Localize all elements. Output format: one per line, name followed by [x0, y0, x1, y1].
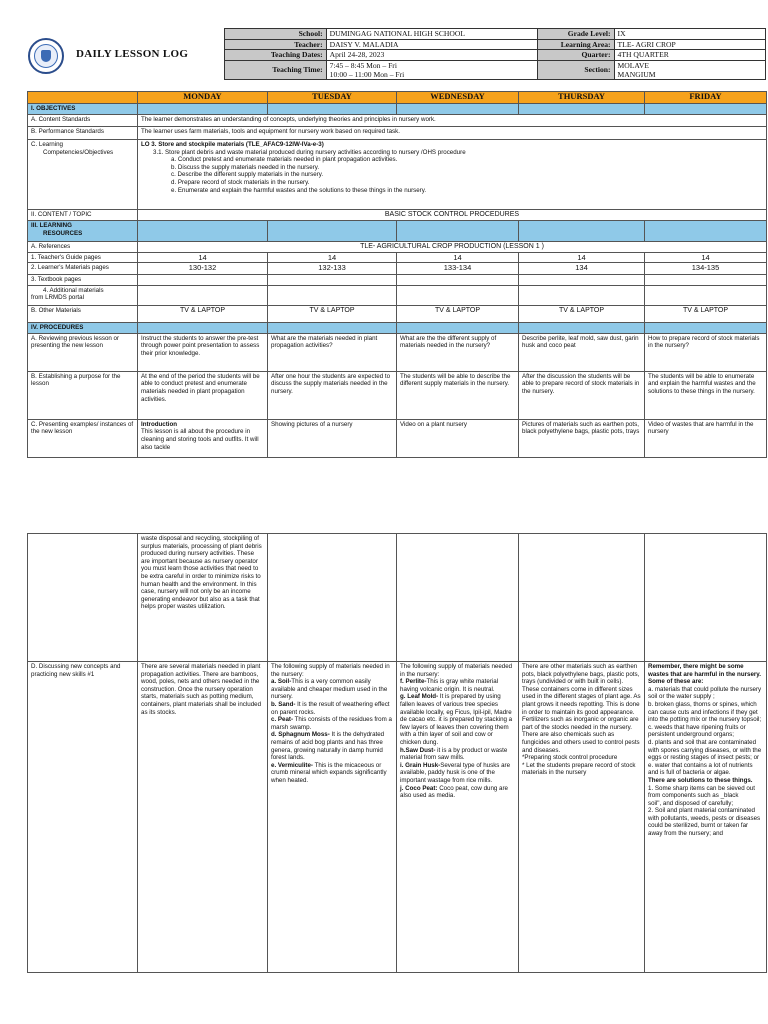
procedure-a-friday: How to prepare record of stock materials in the nursery? — [645, 333, 767, 371]
procedure-c-monday-continued: waste disposal and recycling, stockpiling of surplus materials, processing of plant debris produced during nursery activities. These are important because as nursery operator you must learn those activities that need to be extra careful in order to minimize risks to human health and the environment. In this case, nursery will not only be an income generating endeavor but also as a task that helps proper wastes utilization. — [138, 534, 268, 662]
procedure-c-thursday: Pictures of materials such as earthen pots, black polyethylene bags, plastic pots, trays — [519, 419, 645, 457]
procedure-c-tuesday: Showing pictures of a nursery — [268, 419, 397, 457]
day-friday: FRIDAY — [645, 92, 767, 104]
content-topic-label: II. CONTENT / TOPIC — [28, 210, 138, 221]
procedure-d-label: D. Discussing new concepts and practicing new skills #1 — [28, 662, 138, 973]
tg-thursday: 14 — [519, 252, 645, 263]
header — [24, 28, 766, 82]
procedure-b-thursday: After the discussion the students will be able to prepare record of stock materials in the nursery. — [519, 371, 645, 419]
competencies-text: LO 3. Store and stockpile materials (TLE_AFAC9-12IW-IVa-e-3) 3.1. Store plant debris and waste material produced during nursery activities according to nursery /OHS procedure a. Conduct pretest and enumerate materials needed in plant propagation activities. b. Discuss the supply materials needed in the nursery. c. Describe the different supply materials in the nursery. d. Prepare record of stock materials in the nursery. e. Enumerate and explain the harmful wastes and the solutions to these things in the nursery. — [138, 140, 767, 210]
page-gap — [0, 478, 768, 530]
deped-seal-logo — [28, 38, 64, 74]
page-1 — [0, 0, 768, 478]
other-materials-label: B. Other Materials — [28, 305, 138, 322]
references-value: TLE- AGRICULTURAL CROP PRODUCTION (LESSON 1 ) — [138, 242, 767, 253]
procedure-d-monday: There are several materials needed in plant propagation activities. There are bamboos, wood, poles, nets and others needed in the construction. Once the nursery operation starts, materials such as potting medium, containers, plant materials shall be included as its stocks. — [138, 662, 268, 973]
procedure-c-monday: Introduction This lesson is all about the procedure in cleaning and storing tools and outfits. It will also tackle — [138, 419, 268, 457]
page-2 — [0, 530, 768, 1024]
procedure-c-wednesday: Video on a plant nursery — [397, 419, 519, 457]
time-value: 7:45 – 8:45 Mon – Fri 10:00 – 11:00 Mon – Fri — [326, 60, 537, 79]
area-label: Learning Area: — [537, 39, 614, 50]
additional-materials-label: 4. Additional materials from LRMDS portal — [28, 285, 138, 305]
procedure-a-monday: Instruct the students to answer the pre-test through power point presentation to assess their prior knowledge. — [138, 333, 268, 371]
tg-wednesday: 14 — [397, 252, 519, 263]
procedure-a-wednesday: What are the the different supply of materials needed in the nursery? — [397, 333, 519, 371]
performance-standards-label: B. Performance Standards — [28, 127, 138, 140]
procedure-d-thursday: There are other materials such as earthen pots, black polyethylene bags, plastic pots, trays (undivided or with built in cells). These containers come in different sizes used in the different stages of plant age. As plant grows it needs repotting. This is done in order to maintain its good appearance. Fertilizers such as inorganic or organic are part of the stocks needed in the nursery. There are also chemicals such as fungicides and others used to control pests and diseases. *Preparing stock control procedure * Let the students prepare record of stock materials in the nursery — [519, 662, 645, 973]
day-thursday: THURSDAY — [519, 92, 645, 104]
quarter-value: 4TH QUARTER — [614, 50, 765, 61]
lm-tuesday: 132-133 — [268, 263, 397, 275]
other-tuesday: TV & LAPTOP — [268, 305, 397, 322]
time-label: Teaching Time: — [225, 60, 327, 79]
document-title: DAILY LESSON LOG — [76, 48, 189, 60]
procedure-d-friday: Remember, there might be some wastes that are harmful in the nursery. Some of these are: a. materials that could pollute the nursery soil or the water supply ; b. broken glass, thorns or spines, which can cause cuts and infections if they get into the potting mix or the nursery topsoil; c. weeds that have ripening fruits or persistent underground organs; d. plants and soil that are contaminated with spores carrying diseases, or with the eggs or resting stages of insect pests; or e. water that contains a lot of nutrients and is full of bacteria or algae. There are solutions to these things. 1. Some sharp items can be sieved out from components such as _black soil", and disposed of carefully; 2. Soil and plant material contaminated with pollutants, weeds, pests or diseases could be sterilized, burnt or taken far away from the nursery; and — [645, 662, 767, 973]
resources-heading: III. LEARNING RESOURCES — [28, 221, 138, 242]
other-wednesday: TV & LAPTOP — [397, 305, 519, 322]
other-friday: TV & LAPTOP — [645, 305, 767, 322]
procedure-b-tuesday: After one hour the students are expected to discuss the supply materials needed in the nursery. — [268, 371, 397, 419]
day-tuesday: TUESDAY — [268, 92, 397, 104]
content-topic-value: BASIC STOCK CONTROL PROCEDURES — [138, 210, 767, 221]
tg-friday: 14 — [645, 252, 767, 263]
content-standards-text: The learner demonstrates an understanding of concepts, underlying theories and principles in nursery work. — [138, 115, 767, 127]
section-value: MOLAVE MANGIUM — [614, 60, 765, 79]
corner-cell — [28, 92, 138, 104]
lm-wednesday: 133-134 — [397, 263, 519, 275]
procedure-b-label: B. Establishing a purpose for the lesson — [28, 371, 138, 419]
procedure-c-label: C. Presenting examples/ instances of the new lesson — [28, 419, 138, 457]
quarter-label: Quarter: — [537, 50, 614, 61]
area-value: TLE- AGRI CROP — [614, 39, 765, 50]
procedure-a-tuesday: What are the materials needed in plant propagation activities? — [268, 333, 397, 371]
procedure-a-label: A. Reviewing previous lesson or presenting the new lesson — [28, 333, 138, 371]
procedure-b-friday: The students will be able to enumerate and explain the harmful wastes and the solutions to these things in the nursery. — [645, 371, 767, 419]
dates-value: April 24-28, 2023 — [326, 50, 537, 61]
lm-monday: 130-132 — [138, 263, 268, 275]
lm-friday: 134-135 — [645, 263, 767, 275]
day-monday: MONDAY — [138, 92, 268, 104]
teacher-value: DAISY V. MALADIA — [326, 39, 537, 50]
lm-thursday: 134 — [519, 263, 645, 275]
section-label: Section: — [537, 60, 614, 79]
tg-monday: 14 — [138, 252, 268, 263]
teachers-guide-label: 1. Teacher's Guide pages — [28, 252, 138, 263]
procedures-heading: IV. PROCEDURES — [28, 322, 138, 333]
learners-materials-label: 2. Learner's Materials pages — [28, 263, 138, 275]
lesson-grid-page1 — [27, 91, 767, 458]
content-standards-label: A. Content Standards — [28, 115, 138, 127]
performance-standards-text: The learner uses farm materials, tools and equipment for nursery work based on required task. — [138, 127, 767, 140]
other-thursday: TV & LAPTOP — [519, 305, 645, 322]
procedure-d-wednesday: The following supply of materials needed in the nursery: f. Perlite-This is gray white material having volcanic origin. It is neutral. g. Leaf Mold- It is prepared by using fallen leaves of various tree species available locally, eg Ficus, Ipil-ipil, Madre de cacao etc. it is prepared by stacking a few layers of leaves then covering them with a thin layer of soil and cow or chicken dung. h.Saw Dust- it is a by product or waste material from saw mills. i. Grain Husk-Several type of husks are available, paddy husk is one of the important wastage from rice mills. j. Coco Peat: Coco peat, cow dung are also used as media. — [397, 662, 519, 973]
procedure-c-label-continued — [28, 534, 138, 662]
school-label: School: — [225, 29, 327, 40]
procedure-b-monday: At the end of the period the students will be able to conduct pretest and enumerate materials needed in plant propagation activities. — [138, 371, 268, 419]
textbook-label: 3. Textbook pages — [28, 275, 138, 286]
teacher-label: Teacher: — [225, 39, 327, 50]
other-monday: TV & LAPTOP — [138, 305, 268, 322]
tg-tuesday: 14 — [268, 252, 397, 263]
procedure-d-tuesday: The following supply of materials needed in the nursery: a. Soil-This is a very common easily available and cheaper medium used in the nursery. b. Sand- It is the result of weathering effect on parent rocks. c. Peat- This consists of the residues from a marsh swamp. d. Sphagnum Moss- It is the dehydrated remains of acid bog plants and has three genera, growing naturally in damp humid forest lands. e. Vermiculite- This is the micaceous or crumb mineral which expands significantly when heated. — [268, 662, 397, 973]
grade-value: IX — [614, 29, 765, 40]
lesson-grid-page2 — [27, 533, 767, 973]
competencies-label: C. Learning Competencies/Objectives — [28, 140, 138, 210]
header-info-table — [224, 28, 766, 80]
procedure-a-thursday: Describe perlite, leaf mold, saw dust, garin husk and coco peat — [519, 333, 645, 371]
grade-label: Grade Level: — [537, 29, 614, 40]
dates-label: Teaching Dates: — [225, 50, 327, 61]
day-wednesday: WEDNESDAY — [397, 92, 519, 104]
school-value: DUMINGAG NATIONAL HIGH SCHOOL — [326, 29, 537, 40]
procedure-c-friday: Video of wastes that are harmful in the nursery — [645, 419, 767, 457]
references-label: A. References — [28, 242, 138, 253]
procedure-b-wednesday: The students will be able to describe the different supply materials in the nursery. — [397, 371, 519, 419]
objectives-heading: I. OBJECTIVES — [28, 104, 138, 115]
